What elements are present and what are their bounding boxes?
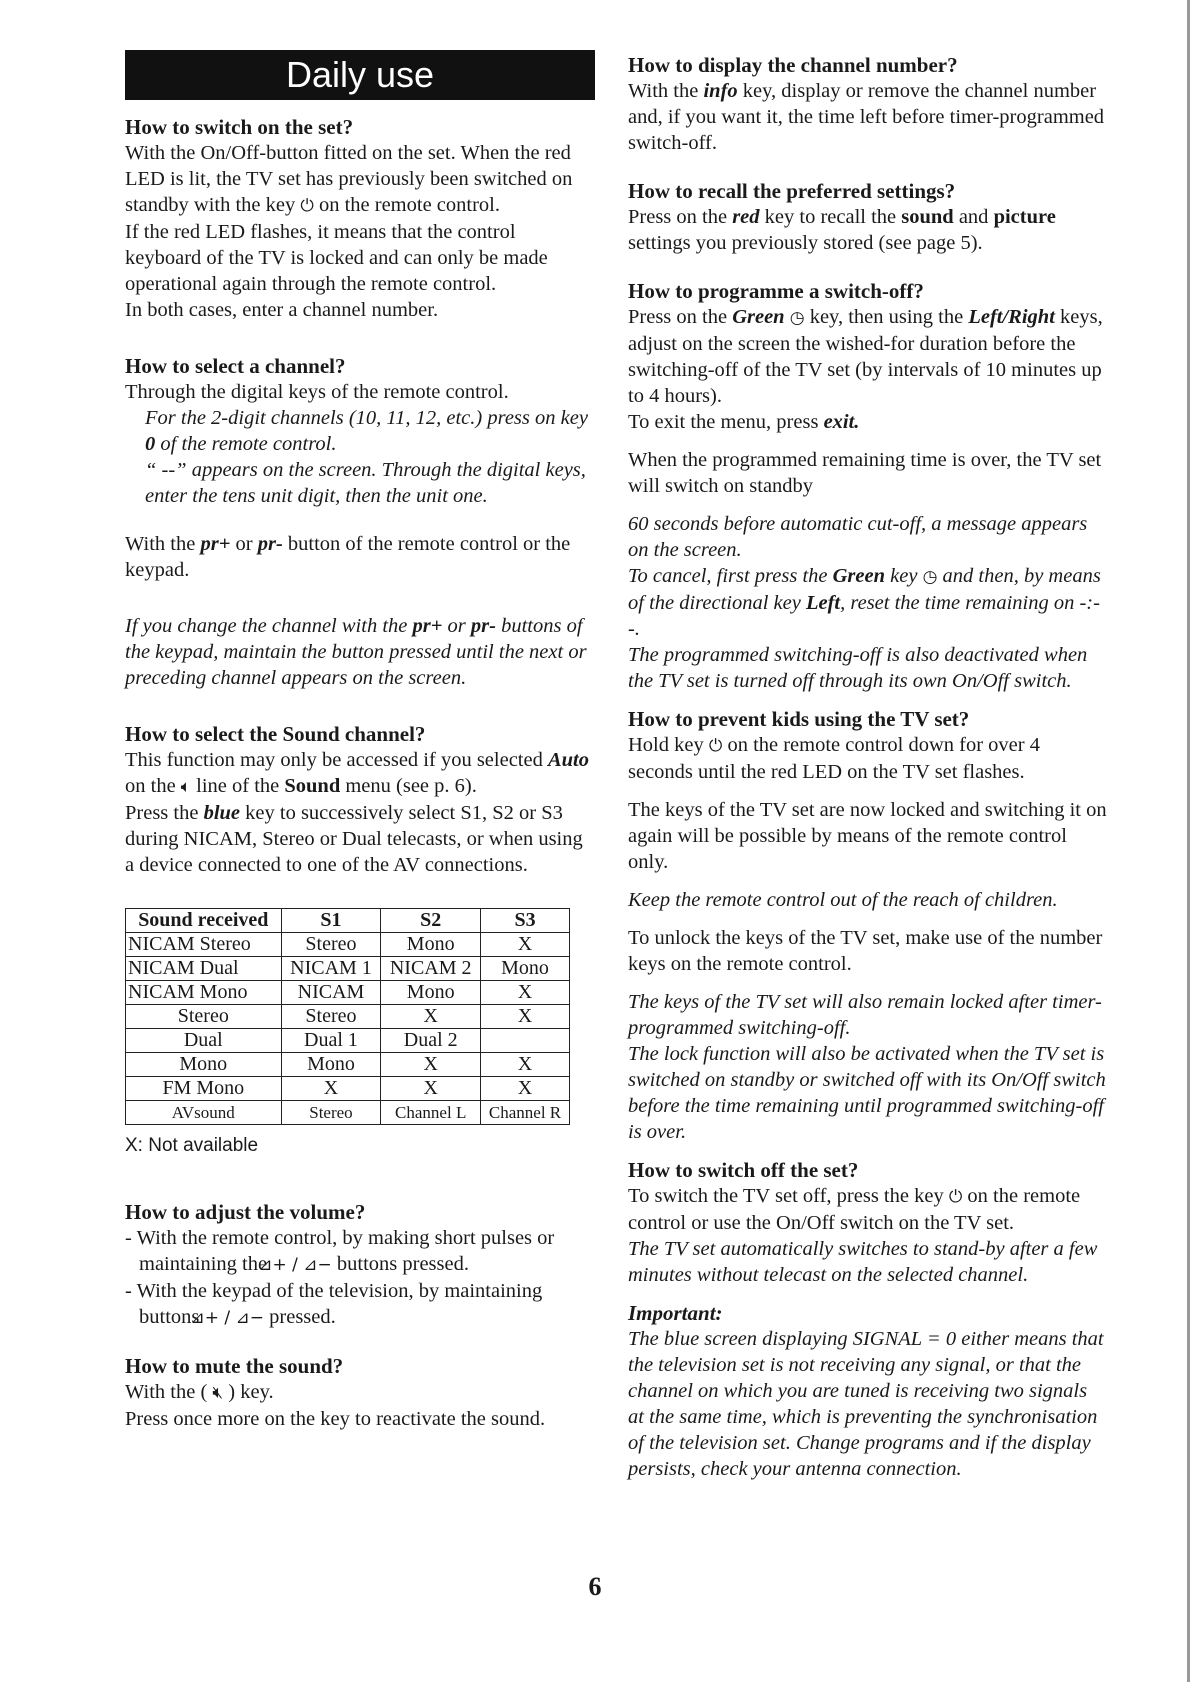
page-title: Daily use	[125, 50, 595, 100]
table-cell: Mono	[126, 1053, 282, 1077]
pr-buttons-note: If you change the channel with the pr+ or pr- buttons of the keypad, maintain the button pressed until the next or preceding channel appears on the screen.	[125, 615, 587, 689]
table-cell: X	[281, 1077, 381, 1101]
heading-programme-switch-off: How to programme a switch-off?	[628, 279, 924, 303]
programme-deactivate-note: The programmed switching-off is also deactivated when the TV set is turned off through its own On/Off switch.	[628, 644, 1088, 692]
page-number: 6	[588, 1572, 602, 1601]
table-header-cell: S3	[481, 909, 570, 933]
display-number-text: With the info key, display or remove the channel number and, if you want it, the time left before timer-programmed switch-off.	[628, 80, 1105, 154]
table-cell: X	[481, 1077, 570, 1101]
heading-kids: How to prevent kids using the TV set?	[628, 707, 970, 731]
switch-off-note: The TV set automatically switches to stand-by after a few minutes without telecast on the selected channel.	[628, 1238, 1098, 1286]
table-cell: Stereo	[126, 1005, 282, 1029]
important-text: The blue screen displaying SIGNAL = 0 either means that the television set is not receiving any signal, or that the channel on which you are tuned is receiving two signals at the same time, which is preventing the synchronisation of the television set. Change programs and if the display persists, check your antenna connection.	[628, 1328, 1104, 1480]
kids-text: Hold key ⏻ on the remote control down for over 4 seconds until the red LED on the TV set flashes.	[628, 734, 1040, 783]
table-row	[126, 1101, 570, 1125]
volume-list	[125, 1225, 595, 1331]
table-cell: X	[481, 981, 570, 1005]
table-cell: NICAM 1	[281, 957, 381, 981]
table-cell	[481, 1029, 570, 1053]
table-cell: X	[381, 1005, 481, 1029]
mute-text: With the ( 🔇︎ ) key.	[125, 1379, 595, 1406]
switch-off-text: To switch the TV set off, press the key ⏻ on the remote control or use the On/Off switch on the TV set.	[628, 1185, 1081, 1234]
kids-warning: Keep the remote control out of the reach of children.	[628, 889, 1058, 911]
table-row	[126, 1029, 570, 1053]
table-cell: NICAM Dual	[126, 957, 282, 981]
table-header-cell: S1	[281, 909, 381, 933]
power-icon: ⏻	[708, 736, 723, 756]
table-row	[126, 1077, 570, 1101]
mute-text-2: Press once more on the key to reactivate the sound.	[125, 1408, 546, 1430]
kids-note-2: The lock function will also be activated when the TV set is switched on standby or switched off with its On/Off switch before the time remaining until programmed switching-off is over.	[628, 1043, 1106, 1143]
heading-switch-on: How to switch on the set?	[125, 115, 354, 139]
switch-on-text-2: If the red LED flashes, it means that the control keyboard of the TV is locked and can only be made operational again through the remote control.	[125, 221, 548, 295]
table-cell: NICAM Stereo	[126, 933, 282, 957]
two-digit-note: For the 2-digit channels (10, 11, 12, etc.) press on key 0 of the remote control.	[145, 407, 588, 455]
table-cell: NICAM 2	[381, 957, 481, 981]
dash-note: “ --” appears on the screen. Through the digital keys, enter the tens unit digit, then the unit one.	[145, 459, 586, 507]
table-cell: Channel L	[381, 1101, 481, 1125]
volume-keys-icon: ⊿+ / ⊿−	[258, 1255, 332, 1275]
speaker-icon: 🔈︎	[180, 777, 191, 797]
table-cell: Channel R	[481, 1101, 570, 1125]
table-note: X: Not available	[125, 1135, 259, 1156]
kids-text-2: The keys of the TV set are now locked and switching it on again will be possible by means of the remote control only.	[628, 799, 1107, 873]
table-cell: Stereo	[281, 933, 381, 957]
mute-icon: 🔇︎	[212, 1383, 224, 1403]
pr-buttons-text: With the pr+ or pr- button of the remote control or the keypad.	[125, 533, 571, 581]
programme-standby-text: When the programmed remaining time is over, the TV set will switch on standby	[628, 449, 1102, 497]
clock-icon: ◷	[922, 567, 938, 587]
table-row	[126, 981, 570, 1005]
switch-on-text: With the On/Off-button fitted on the set. When the red LED is lit, the TV set has previously been switched on standby with the key ⏻ on the remote control.	[125, 140, 595, 219]
table-cell: X	[481, 933, 570, 957]
recall-text: Press on the red key to recall the sound and picture settings you previously stored (see page 5).	[628, 206, 1056, 254]
table-cell: Stereo	[281, 1101, 381, 1125]
table-cell: X	[481, 1053, 570, 1077]
table-row	[126, 933, 570, 957]
heading-volume: How to adjust the volume?	[125, 1200, 366, 1224]
table-cell: Dual 1	[281, 1029, 381, 1053]
table-header-row	[126, 909, 570, 933]
right-column	[628, 52, 1108, 1482]
kids-unlock-text: To unlock the keys of the TV set, make use of the number keys on the remote control.	[628, 927, 1103, 975]
sound-channel-text: This function may only be accessed if you selected Auto on the 🔈︎ line of the Sound menu (see p. 6).	[125, 747, 595, 800]
table-cell: AVsound	[126, 1101, 282, 1125]
table-row	[126, 957, 570, 981]
table-cell: X	[381, 1077, 481, 1101]
programme-exit-text: To exit the menu, press exit.	[628, 411, 860, 433]
select-channel-text: Through the digital keys of the remote control.	[125, 381, 509, 403]
table-row	[126, 1053, 570, 1077]
heading-sound-channel: How to select the Sound channel?	[125, 722, 426, 746]
heading-display-number: How to display the channel number?	[628, 53, 958, 77]
programme-text: Press on the Green ◷ key, then using the Left/Right keys, adjust on the screen the wished-for duration before the switching-off of the TV set (by intervals of 10 minutes up to 4 hours).	[628, 306, 1103, 407]
table-row	[126, 1005, 570, 1029]
kids-note-1: The keys of the TV set will also remain locked after timer-programmed switching-off.	[628, 991, 1102, 1039]
power-icon: ⏻	[300, 196, 314, 216]
table-cell: NICAM	[281, 981, 381, 1005]
table-cell: X	[481, 1005, 570, 1029]
table-cell: Stereo	[281, 1005, 381, 1029]
table-cell: Mono	[481, 957, 570, 981]
heading-important: Important:	[628, 1301, 723, 1325]
switch-on-text-3: In both cases, enter a channel number.	[125, 299, 439, 321]
table-header-cell: S2	[381, 909, 481, 933]
power-icon: ⏻	[948, 1187, 963, 1207]
sound-channel-text-2: Press the blue key to successively select S1, S2 or S3 during NICAM, Stereo or Dual telecasts, or when using a device connected to one of the AV connections.	[125, 802, 583, 876]
sound-table	[125, 908, 570, 1125]
table-cell: Mono	[381, 933, 481, 957]
list-item: - With the remote control, by making short pulses or maintaining the ⊿+ / ⊿− buttons pressed.	[125, 1225, 595, 1278]
heading-switch-off: How to switch off the set?	[628, 1158, 859, 1182]
table-cell: NICAM Mono	[126, 981, 282, 1005]
clock-icon: ◷	[789, 308, 805, 328]
table-header-cell: Sound received	[126, 909, 282, 933]
table-cell: Dual 2	[381, 1029, 481, 1053]
table-cell: Mono	[381, 981, 481, 1005]
heading-recall: How to recall the preferred settings?	[628, 179, 956, 203]
heading-select-channel: How to select a channel?	[125, 354, 346, 378]
left-column	[125, 50, 595, 1432]
programme-cancel-note: To cancel, first press the Green key ◷ and then, by means of the directional key Left, reset the time remaining on -:--.	[628, 565, 1101, 640]
programme-message-note: 60 seconds before automatic cut-off, a message appears on the screen.	[628, 513, 1088, 561]
heading-mute: How to mute the sound?	[125, 1354, 344, 1378]
table-cell: X	[381, 1053, 481, 1077]
table-cell: FM Mono	[126, 1077, 282, 1101]
volume-keys-icon: ⊿+ / ⊿−	[190, 1308, 265, 1328]
table-cell: Mono	[281, 1053, 381, 1077]
list-item: - With the keypad of the television, by maintaining buttons ⊿+ / ⊿− pressed.	[125, 1278, 595, 1331]
table-cell: Dual	[126, 1029, 282, 1053]
